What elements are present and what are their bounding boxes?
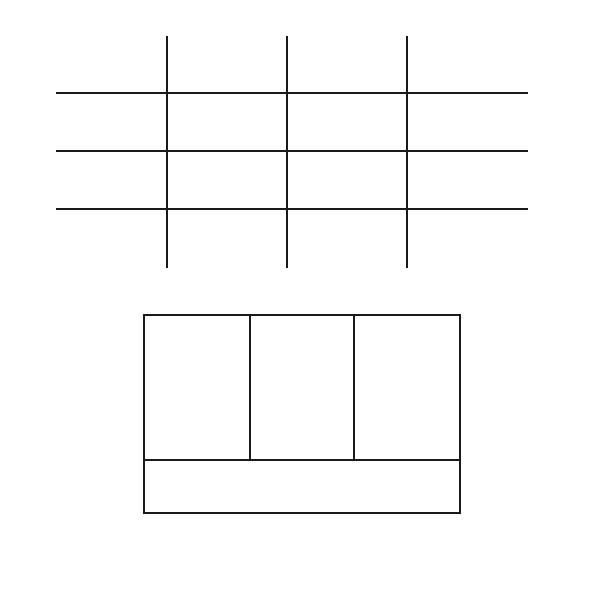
grid-divider (56, 92, 528, 94)
grid-divider (56, 208, 528, 210)
grid-divider (286, 36, 288, 268)
grid-divider (353, 316, 355, 459)
grid-divider (166, 36, 168, 268)
grid-divider (145, 459, 459, 461)
grid-divider (406, 36, 408, 268)
top-bit-grid (56, 36, 528, 268)
grid-divider (249, 316, 251, 459)
bottom-bit-grid (143, 314, 461, 514)
grid-divider (56, 150, 528, 152)
